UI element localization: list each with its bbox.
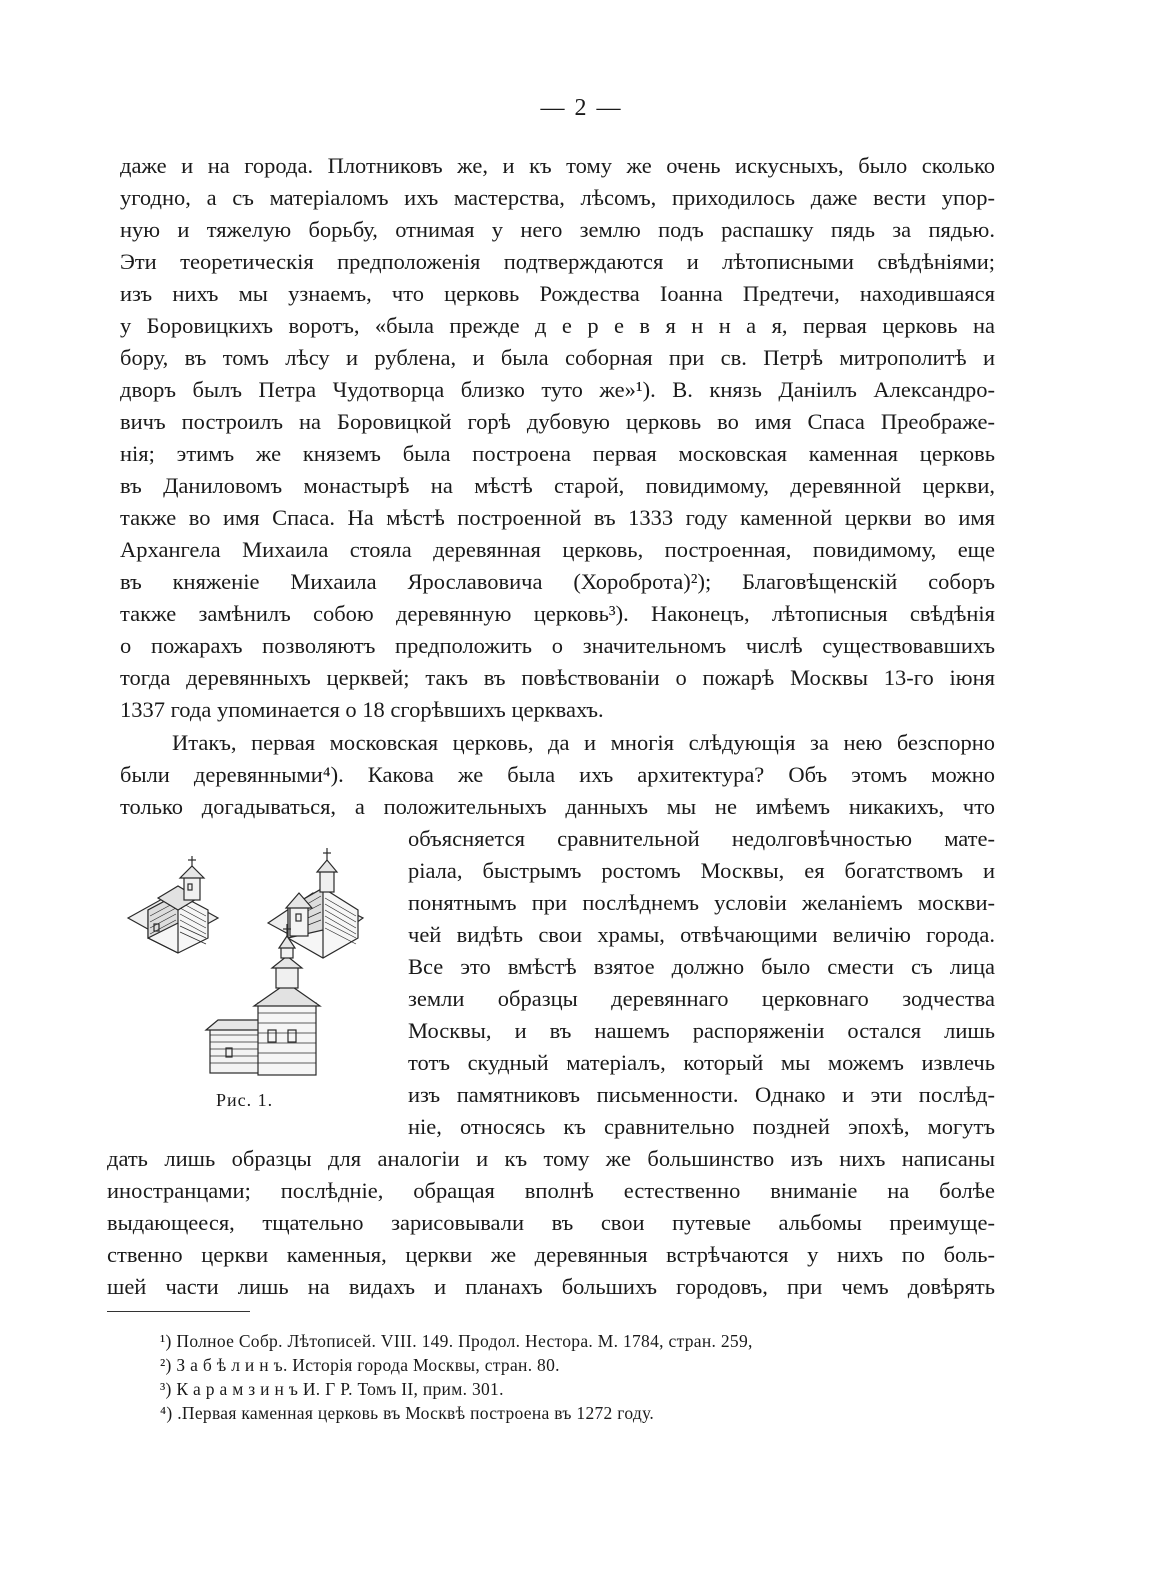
text-line: угодно, а съ матеріаломъ ихъ мастерства, лѣсомъ, приходилось даже вести упор- [120,185,995,210]
text-line: о пожарахъ позволяютъ предположить о значительномъ числѣ существовавшихъ [120,633,995,658]
text-line: иностранцами; послѣдніе, обращая вполнѣ естественно вниманіе на болѣе [107,1178,995,1203]
text-line: Все это вмѣстѣ взятое должно было смести съ лица [408,954,995,979]
text-line: 1337 года упоминается о 18 сгорѣвшихъ церквахъ. [120,697,604,722]
footnote-number: ¹) [160,1331,172,1351]
text-line: Итакъ, первая московская церковь, да и многія слѣдующія за нею безспорно [172,730,995,755]
footnote-divider [107,1311,250,1312]
figure-caption: Рис. 1. [216,1090,274,1110]
text-line: тотъ скудный матеріалъ, который мы можемъ извлечь [408,1050,995,1075]
text-line: дать лишь образцы для аналогіи и къ тому же большинство изъ нихъ написаны [107,1146,995,1171]
footnote-number: ⁴) [160,1403,173,1423]
text-line: Эти теоретическія предположенія подтверждаются и лѣтописными свѣдѣніями; [120,249,995,274]
figure-wooden-churches [118,838,398,1118]
text-line: тогда деревянныхъ церквей; такъ въ повѣствованіи о пожарѣ Москвы 13-го іюня [120,665,995,690]
text-line: понятнымъ при послѣднемъ условіи желаніемъ москви- [408,890,995,915]
text-line: бору, въ томъ лѣсу и рублена, и была соборная при св. Петрѣ митрополитѣ и [120,345,995,370]
text-line: нія; этимъ же княземъ была построена первая московская каменная церковь [120,441,995,466]
text-line: ственно церкви каменныя, церкви же деревянныя встрѣчаются у нихъ по боль- [107,1242,995,1267]
footnote-text: З а б ѣ л и н ъ. Исторія города Москвы, стран. 80. [176,1355,560,1375]
text-line: у Боровицкихъ воротъ, «была прежде д е р е в я н н а я, первая церковь на [120,313,995,338]
text-line: въ княженіе Михаила Ярославовича (Хороброта)²); Благовѣщенскій соборъ [120,569,995,594]
wooden-churches-illustration [118,838,398,1088]
text-line: ніе, относясь къ сравнительно поздней эпохѣ, могутъ [408,1114,995,1139]
text-line: чей видѣть свои храмы, отвѣчающими величію города. [408,922,995,947]
footnote-4 [160,1401,654,1425]
text-line: ріала, быстрымъ ростомъ Москвы, ея богатствомъ и [408,858,995,883]
text-line: шей части лишь на видахъ и планахъ большихъ городовъ, при чемъ довѣрять [107,1274,995,1299]
footnote-text: К а р а м з и н ъ И. Г Р. Томъ II, прим. 301. [176,1379,504,1399]
text-line: ную и тяжелую борьбу, отнимая у него землю подъ распашку пядь за пядью. [120,217,995,242]
text-line: въ Даниловомъ монастырѣ на мѣстѣ старой, повидимому, деревянной церкви, [120,473,995,498]
page-number: — 2 — [540,95,623,121]
text-line: только догадываться, а положительныхъ данныхъ мы не имѣемъ никакихъ, что [120,794,995,819]
footnote-3 [160,1377,504,1401]
footnote-number: ²) [160,1355,172,1375]
text-line: также замѣнилъ собою деревянную церковь³). Наконецъ, лѣтописныя свѣдѣнія [120,601,995,626]
text-line: дворъ былъ Петра Чудотворца близко туто же»¹). В. князь Даніилъ Александро- [120,377,995,402]
text-line: Москвы, и въ нашемъ распоряженіи остался лишь [408,1018,995,1043]
text-line: изъ памятниковъ письменности. Однако и эти послѣд- [408,1082,995,1107]
text-line: земли образцы деревяннаго церковнаго зодчества [408,986,995,1011]
text-line: Архангела Михаила стояла деревянная церковь, построенная, повидимому, еще [120,537,995,562]
text-line: объясняется сравнительной недолговѣчностью мате- [408,826,995,851]
church-left-drawing [128,856,218,953]
text-line: изъ нихъ мы узнаемъ, что церковь Рождества Іоанна Предтечи, находившаяся [120,281,995,306]
footnote-text: Полное Собр. Лѣтописей. VIII. 149. Продол. Нестора. М. 1784, стран. 259, [176,1331,753,1351]
text-line: были деревянными⁴). Какова же была ихъ архитектура? Объ этомъ можно [120,762,995,787]
text-line: даже и на города. Плотниковъ же, и къ тому же очень искусныхъ, было сколько [120,153,995,178]
text-line: вичъ построилъ на Боровицкой горѣ дубовую церковь во имя Спаса Преображе- [120,409,995,434]
text-line: также во имя Спаса. На мѣстѣ построенной въ 1333 году каменной церкви во имя [120,505,995,530]
footnote-2 [160,1353,560,1377]
text-line: выдающееся, тщательно зарисовывали въ свои путевые альбомы преимуще- [107,1210,995,1235]
footnote-number: ³) [160,1379,172,1399]
footnote-text: .Первая каменная церковь въ Москвѣ построена въ 1272 году. [177,1403,655,1423]
church-right-drawing [268,848,363,958]
footnote-1 [160,1329,753,1353]
